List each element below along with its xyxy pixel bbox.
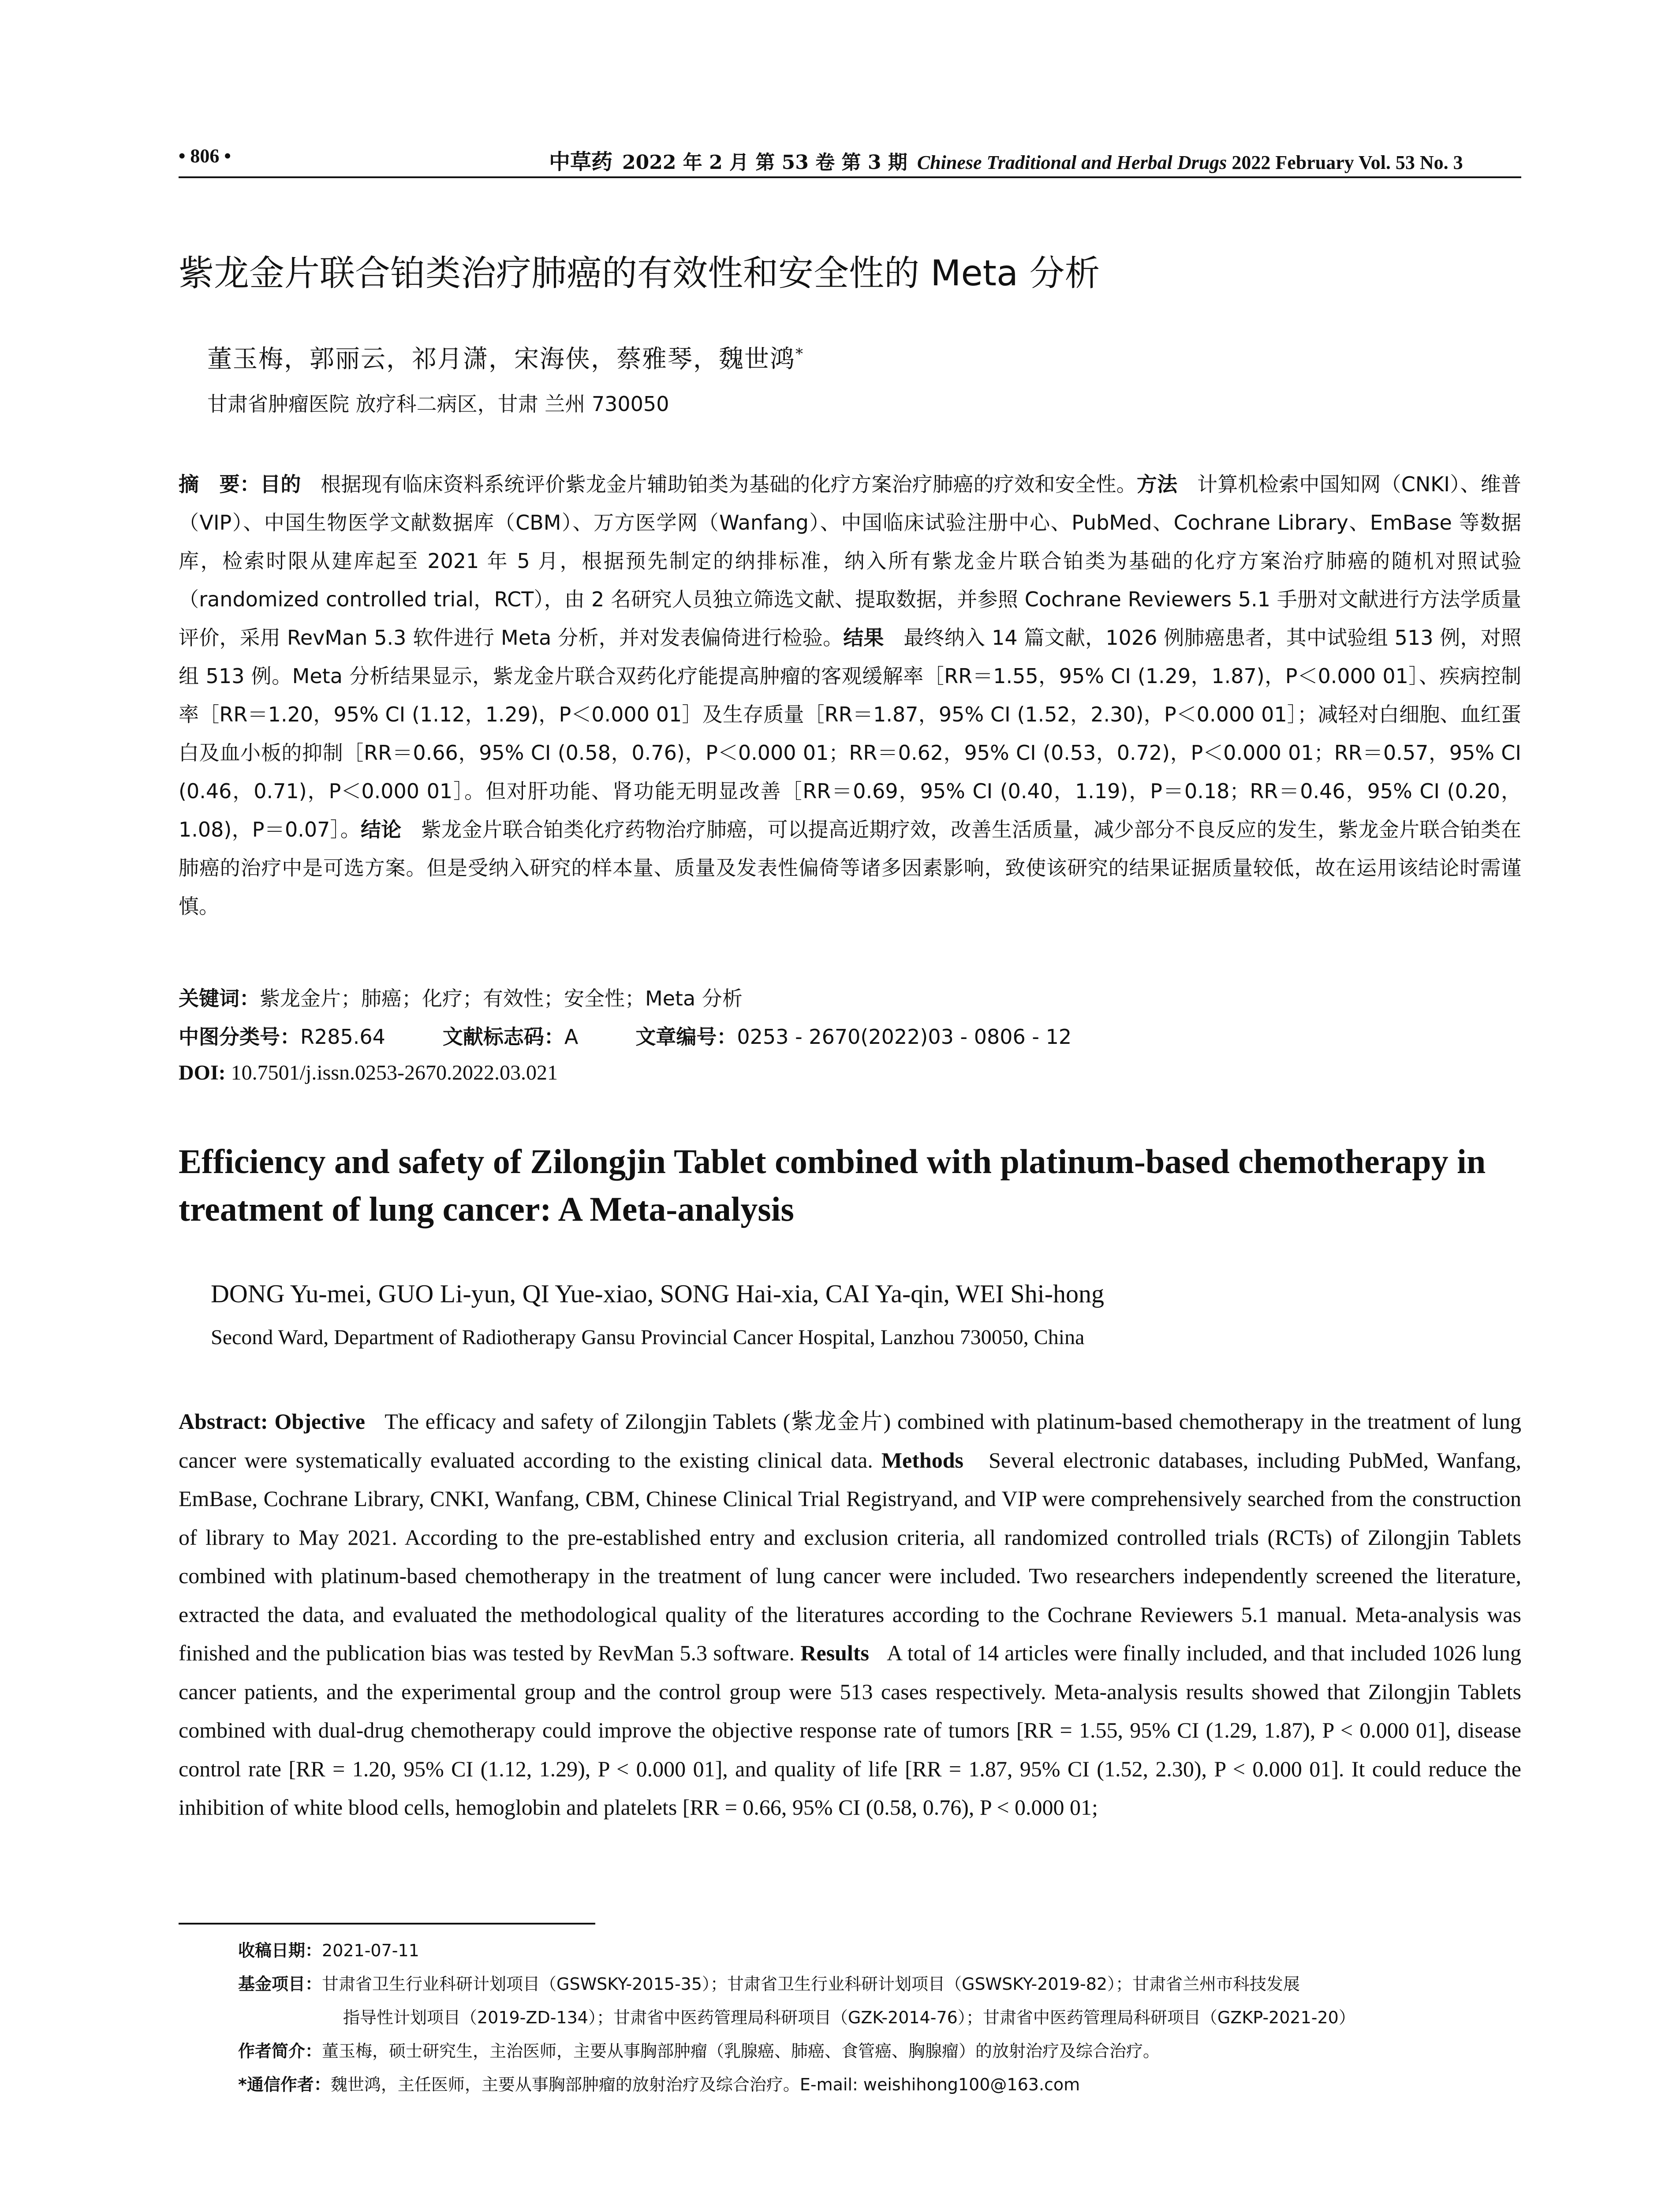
fund-line-2: 指导性计划项目（2019-ZD-134）；甘肃省中医药管理局科研项目（GZK-2014-76）；甘肃省中医药管理局科研项目（GZKP-2021-20）	[343, 2008, 1355, 2027]
fund-note	[238, 1967, 1521, 2001]
doccode-label: 文献标志码：	[442, 1025, 564, 1049]
article-no-value: 0253 - 2670(2022)03 - 0806 - 12	[737, 1025, 1072, 1049]
corresponding-label: *通信作者：	[238, 2075, 331, 2094]
en-abstract-label: Abstract:	[179, 1409, 268, 1434]
english-abstract	[179, 1402, 1521, 1827]
fund-line-1: 甘肃省卫生行业科研计划项目（GSWSKY-2015-35）；甘肃省卫生行业科研计划项目（GSWSKY-2019-82）；甘肃省兰州市科技发展	[322, 1974, 1300, 1994]
abstract-label: 摘 要：	[179, 472, 261, 496]
author-list: 董玉梅，郭丽云，祁月潇，宋海侠，蔡雅琴，魏世鸿	[207, 345, 795, 374]
header-rule	[179, 176, 1521, 178]
received-value: 2021-07-11	[322, 1941, 419, 1960]
conclusion-text: 紫龙金片联合铂类化疗药物治疗肺癌，可以提高近期疗效，改善生活质量，减少部分不良反应的发生，紫龙金片联合铂类在肺癌的治疗中是可选方案。但是受纳入研究的样本量、质量及发表性偏倚等诸多因素影响，致使该研究的结果证据质量较低，故在运用该结论时需谨慎。	[179, 818, 1522, 918]
conclusion-label: 结论	[361, 818, 402, 841]
running-header	[179, 141, 1521, 172]
footnote-rule	[179, 1923, 595, 1925]
chinese-abstract	[179, 465, 1521, 926]
chinese-title: 紫龙金片联合铂类治疗肺癌的有效性和安全性的 Meta 分析	[179, 253, 1100, 294]
received-label: 收稿日期：	[238, 1941, 322, 1960]
journal-name-en: Chinese Traditional and Herbal Drugs	[917, 152, 1227, 173]
clc-value: R285.64	[300, 1025, 385, 1049]
author-bio-label: 作者简介：	[238, 2041, 322, 2061]
classification-line	[179, 1021, 1071, 1050]
fund-note-continued	[238, 2001, 1521, 2034]
english-affiliation: Second Ward, Department of Radiotherapy Gansu Provincial Cancer Hospital, Lanzhou 730050, China	[211, 1326, 1085, 1349]
corresponding-mark: *	[795, 345, 804, 363]
keywords-text: 紫龙金片；肺癌；化疗；有效性；安全性；Meta 分析	[260, 987, 743, 1010]
methods-label: 方法	[1136, 472, 1178, 496]
en-objective-label: Objective	[274, 1409, 365, 1434]
doccode-value: A	[564, 1025, 579, 1049]
footnotes	[238, 1934, 1521, 2101]
author-bio	[238, 2034, 1521, 2068]
en-methods-text: Several electronic databases, including PubMed, Wanfang, EmBase, Cochrane Library, CNKI, Wanfang, CBM, Chinese Clinical Trial Registryand, and VIP were comprehensively searched from the construction of library to May 2021. According to the pre-established entry and exclusion criteria, all randomized controlled trials (RCTs) of Zilongjin Tablets combined with platinum-based chemotherapy in the treatment of lung cancer were included. Two researchers independently screened the literature, extracted the data, and evaluated the methodological quality of the literatures according to the Cochrane Reviewers 5.1 manual. Meta-analysis was finished and the publication bias was tested by RevMan 5.3 software.	[179, 1447, 1522, 1665]
issue-cn: 2022 年 2 月 第 53 卷 第 3 期	[622, 151, 907, 174]
english-authors: DONG Yu-mei, GUO Li-yun, QI Yue-xiao, SONG Hai-xia, CAI Ya-qin, WEI Shi-hong	[211, 1279, 1105, 1308]
en-results-text: A total of 14 articles were finally included, and that included 1026 lung cancer patients, and the experimental group and the control group were 513 cases respectively. Meta-analysis results showed that Zilongjin Tablets combined with dual-drug chemotherapy could improve the objective response rate of tumors [RR = 1.55, 95% CI (1.29, 1.87), P < 0.000 01], disease control rate [RR = 1.20, 95% CI (1.12, 1.29), P < 0.000 01], and quality of life [RR = 1.87, 95% CI (1.52, 2.30), P < 0.000 01]. It could reduce the inhibition of white blood cells, hemoglobin and platelets [RR = 0.66, 95% CI (0.58, 0.76), P < 0.000 01;	[179, 1641, 1522, 1820]
doi-link[interactable]: 10.7501/j.issn.0253-2670.2022.03.021	[231, 1061, 558, 1084]
journal-name-cn: 中草药	[549, 149, 613, 174]
english-title: Efficiency and safety of Zilongjin Tablet combined with platinum-based chemotherapy in treatment of lung cancer: A Meta-analysis	[179, 1142, 1486, 1228]
en-objective-text: The efficacy and safety of Zilongjin Tablets (紫龙金片) combined with platinum-based chemotherapy in the treatment of lung cancer were systematically evaluated according to the existing clinical data.	[179, 1409, 1522, 1472]
chinese-authors	[207, 340, 804, 375]
article-no-label: 文章编号：	[635, 1025, 737, 1049]
corresponding-text: 魏世鸿，主任医师，主要从事胸部肿瘤的放射治疗及综合治疗。E-mail: weishihong100@163.com	[330, 2075, 1080, 2094]
en-results-label: Results	[800, 1641, 869, 1665]
results-text: 最终纳入 14 篇文献，1026 例肺癌患者，其中试验组 513 例，对照组 513 例。Meta 分析结果显示，紫龙金片联合双药化疗能提高肿瘤的客观缓解率［RR＝1.55，95% CI (1.29，1.87)，P＜0.000 01］、疾病控制率［RR＝1.20，95% CI (1.12，1.29)，P＜0.000 01］及生存质量［RR＝1.87，95% CI (1.52，2.30)，P＜0.000 01］；减轻对白细胞、血红蛋白及血小板的抑制［RR＝0.66，95% CI (0.58，0.76)，P＜0.000 01；RR＝0.62，95% CI (0.53，0.72)，P＜0.000 01；RR＝0.57，95% CI (0.46，0.71)，P＜0.000 01］。但对肝功能、肾功能无明显改善［RR＝0.69，95% CI (0.40，1.19)，P＝0.18；RR＝0.46，95% CI (0.20，1.08)，P＝0.07］。	[179, 626, 1522, 841]
doi-line	[179, 1061, 558, 1085]
fund-label: 基金项目：	[238, 1974, 322, 1994]
keywords-label: 关键词：	[179, 987, 260, 1010]
results-label: 结果	[843, 626, 884, 650]
en-methods-label: Methods	[881, 1447, 963, 1472]
clc-label: 中图分类号：	[179, 1025, 300, 1049]
journal-info	[549, 145, 1463, 175]
author-bio-text: 董玉梅，硕士研究生，主治医师，主要从事胸部肿瘤（乳腺癌、肺癌、食管癌、胸腺瘤）的放射治疗及综合治疗。	[322, 2041, 1160, 2061]
doi-label: DOI:	[179, 1061, 226, 1084]
corresponding-author	[238, 2068, 1521, 2101]
page-number: • 806 •	[179, 145, 231, 167]
methods-text: 计算机检索中国知网（CNKI）、维普（VIP）、中国生物医学文献数据库（CBM）、万方医学网（Wanfang）、中国临床试验注册中心、PubMed、Cochrane Library、EmBase 等数据库，检索时限从建库起至 2021 年 5 月，根据预先制定的纳排标准，纳入所有紫龙金片联合铂类为基础的化疗方案治疗肺癌的随机对照试验（randomized controlled trial，RCT），由 2 名研究人员独立筛选文献、提取数据，并参照 Cochrane Reviewers 5.1 手册对文献进行方法学质量评价，采用 RevMan 5.3 软件进行 Meta 分析，并对发表偏倚进行检验。	[179, 472, 1522, 650]
issue-en: 2022 February Vol. 53 No. 3	[1232, 152, 1463, 173]
chinese-affiliation: 甘肃省肿瘤医院 放疗科二病区，甘肃 兰州 730050	[207, 392, 669, 416]
received-date	[238, 1934, 1521, 1967]
keywords	[179, 983, 743, 1012]
objective-text: 根据现有临床资料系统评价紫龙金片辅助铂类为基础的化疗方案治疗肺癌的疗效和安全性。	[321, 472, 1137, 496]
objective-label: 目的	[260, 472, 301, 496]
